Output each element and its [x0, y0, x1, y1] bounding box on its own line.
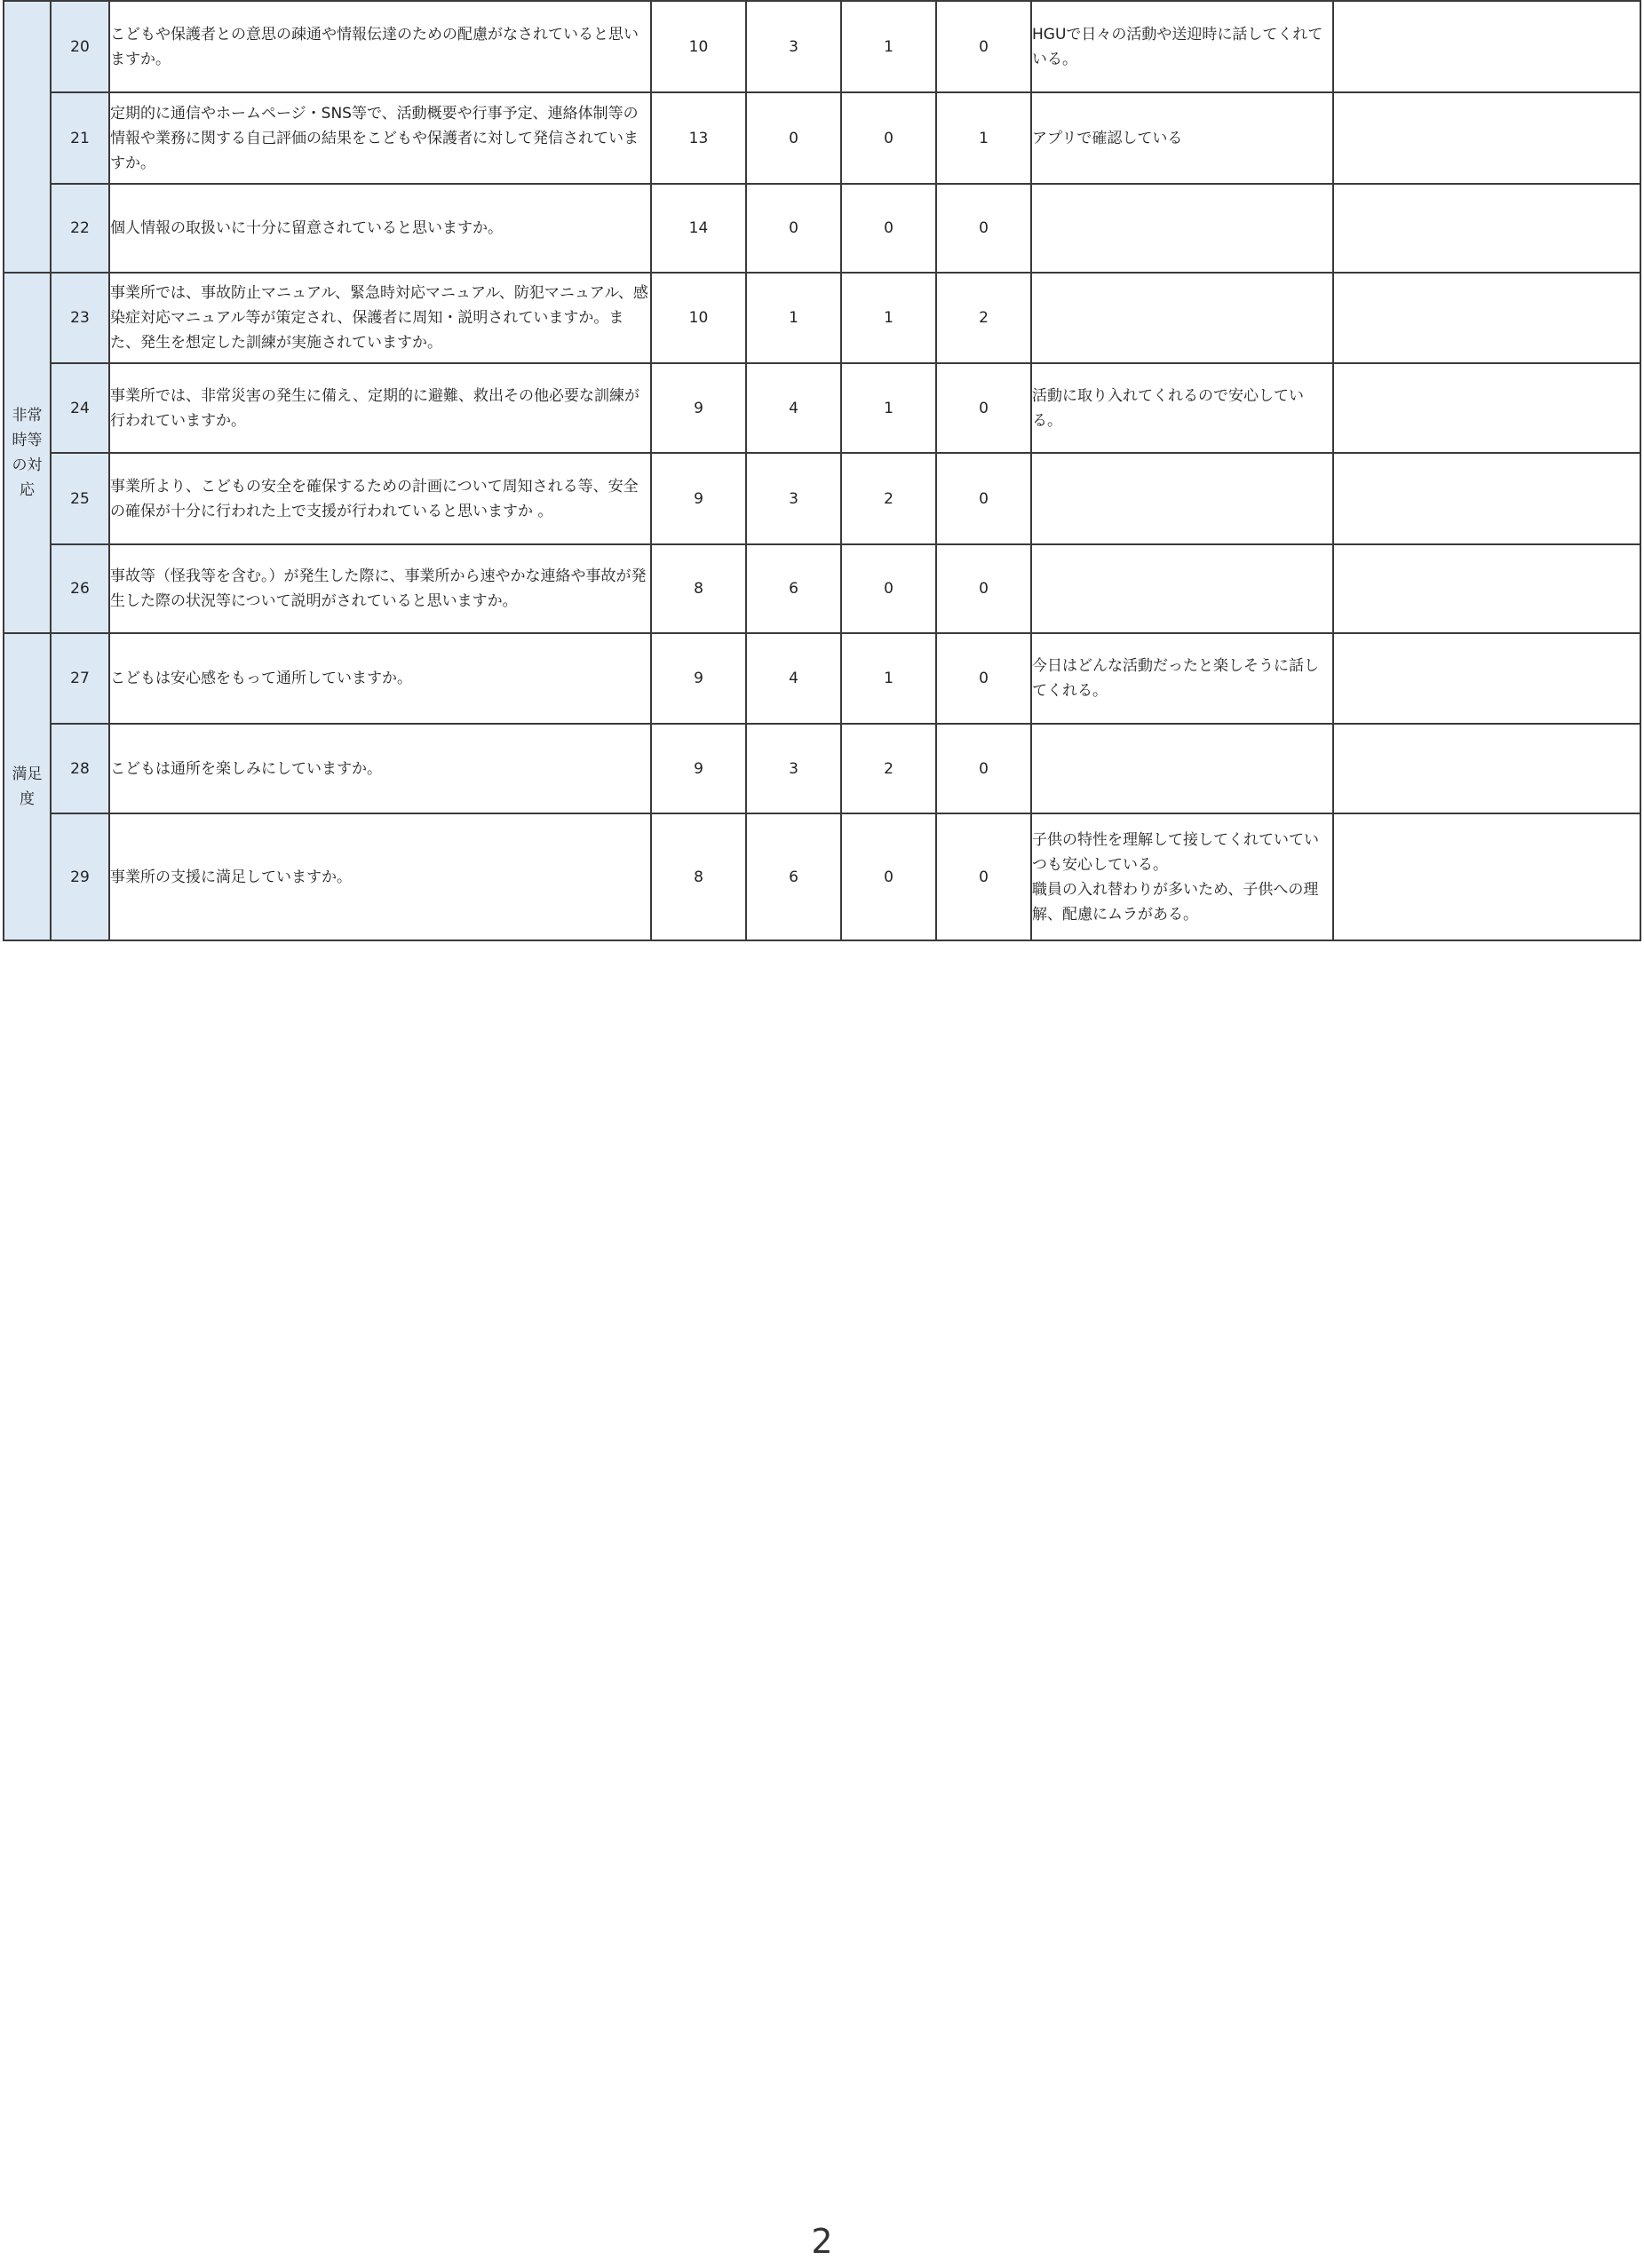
remarks-cell [1333, 273, 1640, 363]
answer-count-no: 0 [841, 544, 936, 633]
remarks-cell [1333, 453, 1640, 544]
comment-cell [1031, 184, 1333, 273]
table-row [4, 813, 1640, 940]
remarks-cell [1333, 724, 1640, 813]
answer-count-no: 1 [841, 363, 936, 453]
answer-count-no: 0 [841, 184, 936, 273]
remarks-cell [1333, 184, 1640, 273]
answer-count-yes: 9 [651, 633, 746, 724]
answer-count-neutral: 0 [746, 92, 841, 184]
table-row [4, 1, 1640, 92]
remarks-cell [1333, 1, 1640, 92]
remarks-cell [1333, 92, 1640, 184]
answer-count-yes: 9 [651, 453, 746, 544]
question-number: 25 [51, 453, 109, 544]
category-label: 満足度 [12, 765, 43, 808]
remarks-cell [1333, 813, 1640, 940]
question-text: こどもや保護者との意思の疎通や情報伝達のための配慮がなされていると思いますか。 [109, 1, 651, 92]
remarks-cell [1333, 544, 1640, 633]
answer-count-yes: 9 [651, 724, 746, 813]
answer-count-neutral: 0 [746, 184, 841, 273]
answer-count-yes: 10 [651, 273, 746, 363]
question-number: 26 [51, 544, 109, 633]
question-text: 事故等（怪我等を含む。）が発生した際に、事業所から速やかな連絡や事故が発生した際の状況等について説明がされていると思いますか。 [109, 544, 651, 633]
answer-count-neutral: 6 [746, 544, 841, 633]
answer-count-neutral: 4 [746, 363, 841, 453]
answer-count-yes: 14 [651, 184, 746, 273]
answer-count-no: 0 [841, 92, 936, 184]
answer-count-no: 2 [841, 724, 936, 813]
comment-cell: 今日はどんな活動だったと楽しそうに話してくれる。 [1031, 633, 1333, 724]
answer-count-no: 1 [841, 273, 936, 363]
answer-count-neutral: 3 [746, 453, 841, 544]
answer-count-yes: 13 [651, 92, 746, 184]
table-row [4, 273, 1640, 363]
answer-count-unknown: 0 [936, 633, 1031, 724]
answer-count-unknown: 0 [936, 1, 1031, 92]
question-text: こどもは安心感をもって通所していますか。 [109, 633, 651, 724]
question-number: 24 [51, 363, 109, 453]
page-number: 2 [811, 2222, 833, 2261]
category-cell [4, 1, 51, 273]
comment-cell [1031, 273, 1333, 363]
table-row [4, 453, 1640, 544]
answer-count-unknown: 2 [936, 273, 1031, 363]
comment-cell [1031, 544, 1333, 633]
answer-count-neutral: 1 [746, 273, 841, 363]
table-row [4, 363, 1640, 453]
answer-count-yes: 8 [651, 544, 746, 633]
question-number: 21 [51, 92, 109, 184]
question-number: 20 [51, 1, 109, 92]
category-cell [4, 633, 51, 940]
comment-cell: 活動に取り入れてくれるので安心している。 [1031, 363, 1333, 453]
remarks-cell [1333, 633, 1640, 724]
answer-count-no: 1 [841, 633, 936, 724]
table-row [4, 633, 1640, 724]
answer-count-neutral: 3 [746, 1, 841, 92]
survey-table [3, 0, 1641, 941]
question-number: 23 [51, 273, 109, 363]
remarks-cell [1333, 363, 1640, 453]
question-text: 事業所より、こどもの安全を確保するための計画について周知される等、安全の確保が十分に行われた上で支援が行われていると思いますか 。 [109, 453, 651, 544]
answer-count-yes: 8 [651, 813, 746, 940]
question-number: 22 [51, 184, 109, 273]
answer-count-neutral: 3 [746, 724, 841, 813]
answer-count-unknown: 0 [936, 813, 1031, 940]
comment-cell: 子供の特性を理解して接してくれていていつも安心している。 職員の入れ替わりが多いため、子供への理解、配慮にムラがある。 [1031, 813, 1333, 940]
table-body [4, 1, 1640, 940]
question-text: 事業所では、非常災害の発生に備え、定期的に避難、救出その他必要な訓練が行われていますか。 [109, 363, 651, 453]
question-text: 個人情報の取扱いに十分に留意されていると思いますか。 [109, 184, 651, 273]
answer-count-no: 0 [841, 813, 936, 940]
answer-count-unknown: 0 [936, 363, 1031, 453]
comment-cell: HGUで日々の活動や送迎時に話してくれている。 [1031, 1, 1333, 92]
question-text: 事業所の支援に満足していますか。 [109, 813, 651, 940]
question-text: 事業所では、事故防止マニュアル、緊急時対応マニュアル、防犯マニュアル、感染症対応マニュアル等が策定され、保護者に周知・説明されていますか。また、発生を想定した訓練が実施されていますか。 [109, 273, 651, 363]
answer-count-unknown: 0 [936, 453, 1031, 544]
answer-count-unknown: 0 [936, 724, 1031, 813]
question-number: 28 [51, 724, 109, 813]
answer-count-yes: 10 [651, 1, 746, 92]
question-number: 29 [51, 813, 109, 940]
table-row [4, 724, 1640, 813]
answer-count-neutral: 4 [746, 633, 841, 724]
answer-count-unknown: 0 [936, 544, 1031, 633]
answer-count-neutral: 6 [746, 813, 841, 940]
answer-count-no: 2 [841, 453, 936, 544]
question-text: こどもは通所を楽しみにしていますか。 [109, 724, 651, 813]
question-text: 定期的に通信やホームページ・SNS等で、活動概要や行事予定、連絡体制等の情報や業務に関する自己評価の結果をこどもや保護者に対して発信されていますか。 [109, 92, 651, 184]
answer-count-yes: 9 [651, 363, 746, 453]
question-number: 27 [51, 633, 109, 724]
comment-cell [1031, 724, 1333, 813]
table-row [4, 544, 1640, 633]
answer-count-unknown: 1 [936, 92, 1031, 184]
category-cell [4, 273, 51, 633]
answer-count-unknown: 0 [936, 184, 1031, 273]
comment-cell [1031, 453, 1333, 544]
table-row [4, 92, 1640, 184]
table-row [4, 184, 1640, 273]
answer-count-no: 1 [841, 1, 936, 92]
comment-cell: アプリで確認している [1031, 92, 1333, 184]
category-label: 非常時等の対応 [12, 407, 43, 499]
